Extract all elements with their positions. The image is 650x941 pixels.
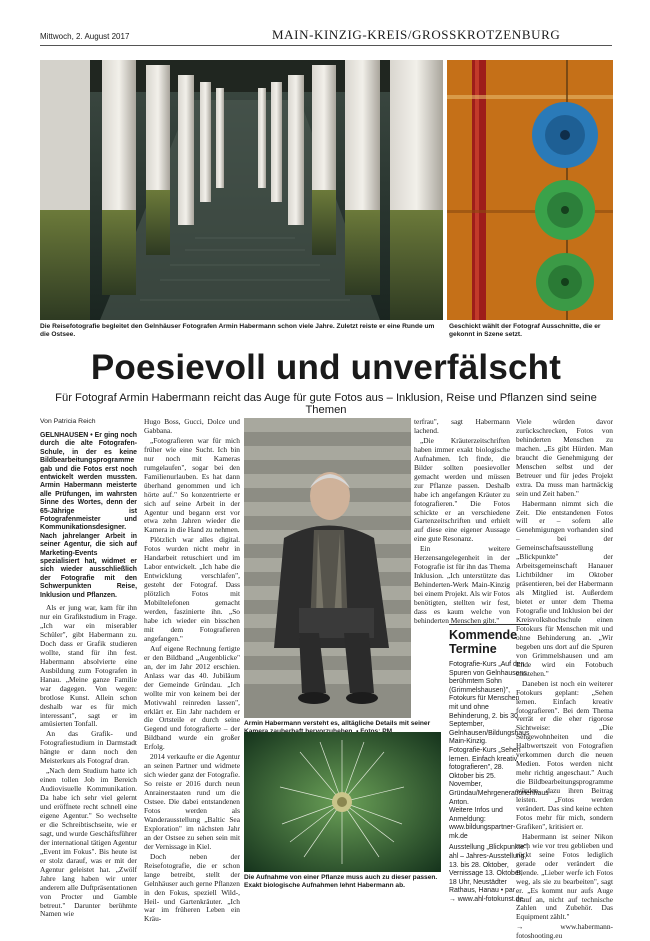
article-column-4 [516,417,613,941]
event-link: → www.ahl-fotokunst.de [449,896,524,904]
paragraph: Als er jung war, kam für ihn nur ein Grafikstudium in Frage. „Ich war ein miserabler Schüler", gibt Habermann zu. Doch dass er Grafik studieren wollte, stand für ihn fest. Habermann absolvierte eine Ausbildung zum Fotografen in Hanau. „Meine ganze Familie war dagegen. Von wegen: brotlose Kunst. Allein schon deshalb war es für mich interessant", sagt er im amüsierten Tonfall. [40,603,137,729]
dandelion-photo-image [244,732,441,872]
upcoming-events-title: Kommende Termine [449,628,518,656]
paragraph: Viele würden davor zurückschrecken, Fotos von behinderten Menschen zu machen. „Es gibt Hürden. Man braucht die Genehmigung der Menschen selbst und der Betreuer und für jedes Projekt extra. Da muss man hartnäckig sein und Zeit haben." [516,417,613,498]
art-caption: Geschickt wählt der Fotograf Ausschnitte, die er gekonnt in Szene setzt. [449,323,601,338]
art-photo [447,60,613,320]
paragraph: „Nach dem Studium hatte ich einen tollen Job im Bereich Audiovisuelle Kommunikation. Da habe ich sehr viel gelernt und eröffnete recht schnell eine eigene Agentur." So wechselte er die Schreibtischseite, wie er sagt, und wurde Geschäftsführer der international tätigen Agentur „Event im Fokus". Bis heute ist er stolz darauf, was er mit der Agentur geleistet hat. „Zwölf Jahre lang haben wir unter anderem alle Duftpräsentationen von Procter und Gamble betreut." Darunter berühmte Namen wie [40,766,137,919]
website-link: → www.habermann-fotoshooting.eu [516,922,613,941]
issue-date: Mittwoch, 2. August 2017 [40,32,130,41]
pier-caption: Die Reisefotografie begleitet den Gelnhäuser Fotografen Armin Habermann schon viele Jahre. Zuletzt reiste er eine Runde um die Ostsee. [40,323,435,338]
paragraph: Habermann ist seiner Nikon nach wie vor treu geblieben und rückt seine Fotos lediglich gerade oder verändert die Blende. „Lieber werfe ich Fotos weg, als sie zu bearbeiten", sagt er. „Es kommt nur aufs Auge drauf an, nicht auf technische Zahlen und Zubehör. Das Equipment zählt." [516,831,613,922]
header-rule [40,45,612,46]
event-item: Fotografie-Kurs „Sehen lernen. Einfach kreativ fotografieren", 28. Oktober bis 25. November, Gründau/Mehrgenerationenhaus Anton. [449,746,549,806]
portrait-caption: Armin Habermann versteht es, alltägliche Details mit seiner [244,720,431,727]
article-column-2 [144,417,240,924]
event-info: Weitere Infos und Anmeldung: www.bildungspartner-mk.de [449,807,516,840]
event-item: Ausstellung „Blickpunkte", ahl – Jahres-Ausstellung, 13. bis 28. Oktober, Vernissage 13. Oktober, 18 Uhr, Neustädter Rathaus, Hanau • par [449,844,529,895]
art-photo-image [447,60,613,320]
portrait-photo [244,418,411,718]
pier-photo-image [40,60,443,320]
article-subheadline: Für Fotograf Armin Habermann reicht das Auge für gute Fotos aus – Inklusion, Reise und Pflanzen sind seine Themen [55,392,597,416]
paragraph: 2014 verkaufte er die Agentur an seinen Partner und widmete sich wieder ganz der Fotografie. So reiste er 2016 durch neun Anrainerstaaten rund um die Ostsee. Die dabei entstandenen Fotos werden als Wanderausstellung „Baltic Sea Exploration" im nächsten Jahr an der Ostsee zu sehen sein mit der Vernissage in Kiel. [144,752,240,851]
article-column-3 [414,417,510,625]
portrait-photo-image [244,418,411,718]
paragraph: Plötzlich war alles digital. Fotos wurden nicht mehr in Handarbeit retuschiert und im Labor entwickelt. „Ich habe die Entwicklung verschlafen", gesteht der Fotograf. Dass plötzlich Fotos mit Mobiltelefonen gemacht werden, faszinierte ihn. „So habe ich wieder ein bisschen mit dem Fotografieren angefangen." [144,535,240,643]
section-title: MAIN-KINZIG-KREIS/GROSSKROTZENBURG [272,27,561,42]
dandelion-caption: Die Aufnahme von einer Pflanze muss auch zu dieser passen. Exakt biologische Aufnahmen lehnt Habermann ab. [244,874,438,889]
pier-photo [40,60,443,320]
paragraph: „Die Kräuterzeitschriften haben immer exakt biologische Aufnahmen. Ich finde, die Bilder sollten poesievoller gemacht werden und müssen zur Pflanze passen. Deshalb habe ich angefangen Kräuter zu fotografieren." Die Fotos schickte er an verschiedene Gartenzeitschriften und erhielt auf diese eine eigener Aussage eine gute Resonanz. [414,435,510,544]
paragraph: Ein weitere Herzensangelegenheit in der Fotografie ist für ihn das Thema Inklusion. „Ich unterstützte das Behinderten-Werk Main-Kinzig bei einem Projekt. Als wir Fotos benötigten, stellten wir fest, dass es kaum welche von behinderten Menschen gibt." [414,544,510,625]
paragraph: Daneben ist noch ein weiterer Fotokurs geplant: „Sehen lernen. Einfach kreativ fotografieren". Bei dem Thema verrät er die eher rigorose Sichtweise: „Die Sehgewohnheiten und die Halbwertszeit von Fotografien verkommen durch die neuen Medien. Fotos werden nicht mehr richtig angeschaut." Auch die Bildbearbeitungsprogramme würden dazu ihren Beitrag leisten. „Fotos werden verändert. Das sind keine echten Fotos mehr für mich, sondern Grafiken", kritisiert er. [516,678,613,831]
paragraph: An das Grafik- und Fotografiestudium in Darmstadt hängte er dann noch den Meisterkurs als Fotograf dran. [40,729,137,766]
event-item: Fotografie-Kurs „Auf den Spuren von Gelnhausens berühmtem Sohn (Grimmelshausen)", Fotokurs für Menschen mit und ohne Behinderung, 2. bis 30. September, Gelnhausen/Bildungshaus Main-Kinzig. [449,661,530,746]
article-column-1 [40,418,137,919]
paragraph: Auf eigene Rechnung fertigte er den Bildband „Augenblicke" an, der im Jahr 2012 erschien. Anlass war das 40. Jubiläum der Gemeinde Gründau. „Ich wollte mir von keinem bei der Motivwahl reinreden lassen", erklärt er. Ein Jahr nachdem er die Ortsteile er durch seine Gegend und fotografierte – der Bildband wurde ein großer Erfolg. [144,643,240,752]
paragraph: Habermann nimmt sich die Zeit. Die entstandenen Fotos will er – sofern alle Genehmigungen vorhanden sind – bei der Gemeinschaftsausstellung „Blickpunkte" der Arbeitsgemeinschaft Hanauer Lichtbildner im Oktober präsentieren, bei der Habermann als Mitglied ist. Außerdem bietet er unter dem Thema Fotografie und Inklusion bei der Kreisvolkshochschule einen Fotokurs für Menschen mit und ohne Behinderung an. „Wir begeben uns dort auf die Spuren von Grimmelshausen und am Ende wird ein Fotobuch entstehen." [516,498,613,678]
paragraph: Doch neben der Reisefotografie, die er schon lange betreibt, stellt der Gelnhäuser auch gerne Pflanzen in den Fokus, speziell Wild-, Heil- und Gartenkräuter. „Ich war im früheren Leben ein Kräu- [144,851,240,924]
article-headline: Poesievoll und unverfälscht [90,348,562,387]
paragraph: Hugo Boss, Gucci, Dolce und Gabbana. [144,417,240,435]
article-lead: GELNHAUSEN • Er ging noch durch die alte Fotografen-Schule, in der es keine Bildbearbeitungsprogramme gab und die Fotos erst noch entwickelt werden mussten. Armin Habermann meisterte alle Prüfungen, im wahrsten Sinne des Wortes, denn der 65-Jährige ist Fotografenmeister und Kommunikationsdesigner. Nach jahrelanger Arbeit in seiner Agentur, die sich auf Marketing-Events spezialisiert hat, widmet er sich wieder ausschließlich der Fotografie mit den Schwerpunkten Reise, Inklusion und Pflanzen. [40,431,137,599]
paragraph: „Fotografieren war für mich früher wie eine Sucht. Ich bin nur noch mit Kameras rumgelaufen", sogar bei den Familienurlauben. Es hat dann überhand genommen und ich hörte auf." So konzentrierte er sich auf seine Arbeit in der Agentur und begann erst vor etwa zehn Jahren wieder die Kamera in die Hand zu nehmen. [144,435,240,535]
byline: Von Patricia Reich [40,418,96,425]
dandelion-photo [244,732,441,872]
paragraph: terfrau", sagt Habermann lachend. [414,417,510,435]
